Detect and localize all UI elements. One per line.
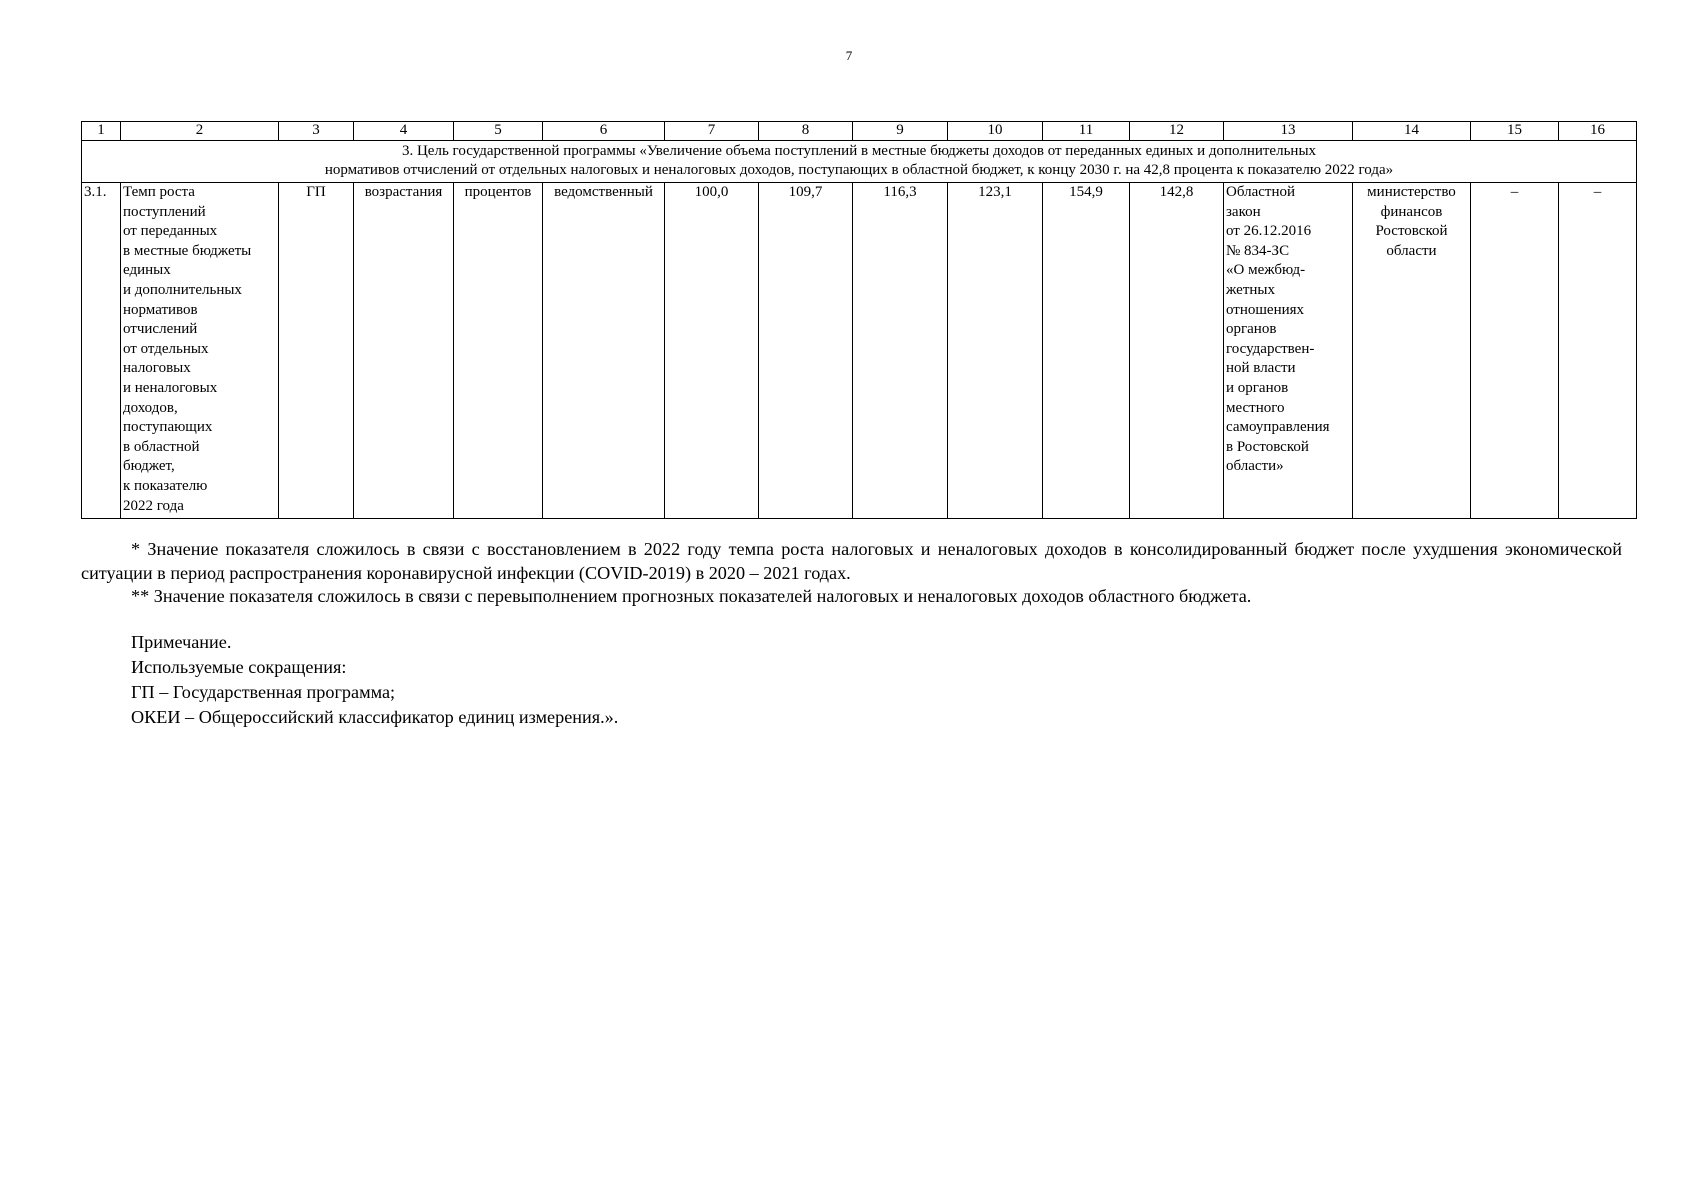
indicator-name: Темп роста поступлений от переданных в местные бюджеты единых и дополнительных нормативов отчислений от отдельных налоговых и неналоговых доходов, поступающих в областной бюджет, к показателю 2022 года: [121, 183, 279, 519]
column-number: 12: [1130, 122, 1224, 141]
value-col-16: –: [1559, 183, 1637, 519]
column-number: 11: [1043, 122, 1130, 141]
indicator-unit: процентов: [454, 183, 543, 519]
goal-cell: [82, 141, 1637, 183]
column-number: 15: [1471, 122, 1559, 141]
column-number: 13: [1224, 122, 1353, 141]
footnote-1: * Значение показателя сложилось в связи с восстановлением в 2022 году темпа роста налоговых и неналоговых доходов в консолидированный бюджет после ухудшения экономической ситуации в период распространения коронавирусной инфекции (COVID-2019) в 2020 – 2021 годах.: [81, 539, 1622, 583]
column-number: 3: [279, 122, 354, 141]
footnote-2: ** Значение показателя сложилось в связи с перевыполнением прогнозных показателей налоговых и неналоговых доходов областного бюджета.: [131, 586, 1252, 606]
column-number: 4: [354, 122, 454, 141]
footnotes: [81, 538, 1622, 609]
indicator-type: ведомственный: [543, 183, 665, 519]
abbreviation-gp: ГП – Государственная программа;: [131, 682, 396, 702]
value-col-15: –: [1471, 183, 1559, 519]
value-col-8: 109,7: [759, 183, 853, 519]
value-col-9: 116,3: [853, 183, 948, 519]
table-header-row: [82, 122, 1637, 141]
abbreviation-okei: ОКЕИ – Общероссийский классификатор единиц измерения.».: [131, 707, 619, 727]
row-number: 3.1.: [82, 183, 121, 519]
page-number: 7: [845, 48, 853, 63]
column-number: 10: [948, 122, 1043, 141]
indicator-level: ГП: [279, 183, 354, 519]
remark-block: [131, 630, 618, 730]
column-number: 14: [1353, 122, 1471, 141]
column-number: 8: [759, 122, 853, 141]
indicators-table: [81, 121, 1637, 519]
legal-document: Областной закон от 26.12.2016 № 834-ЗС «О межбюд- жетных отношениях органов государствен- ной власти и органов местного самоуправления в Ростовской области»: [1224, 183, 1353, 519]
column-number: 7: [665, 122, 759, 141]
column-number: 1: [82, 122, 121, 141]
value-col-11: 154,9: [1043, 183, 1130, 519]
value-col-10: 123,1: [948, 183, 1043, 519]
goal-line: 3. Цель государственной программы «Увеличение объема поступлений в местные бюджеты доходов от переданных единых и дополнительных: [401, 143, 1317, 159]
responsible-body: министерство финансов Ростовской области: [1353, 183, 1471, 519]
indicator-direction: возрастания: [354, 183, 454, 519]
column-number: 6: [543, 122, 665, 141]
goal-line: нормативов отчислений от отдельных налоговых и неналоговых доходов, поступающих в областной бюджет, к концу 2030 г. на 42,8 процента к показателю 2022 года»: [324, 162, 1394, 178]
remark-title: Примечание.: [131, 632, 232, 652]
column-number: 9: [853, 122, 948, 141]
value-col-12: 142,8: [1130, 183, 1224, 519]
goal-row: [82, 141, 1637, 183]
column-number: 5: [454, 122, 543, 141]
column-number: 16: [1559, 122, 1637, 141]
column-number: 2: [121, 122, 279, 141]
abbreviations-title: Используемые сокращения:: [131, 657, 347, 677]
table-row: [82, 183, 1637, 519]
value-col-7: 100,0: [665, 183, 759, 519]
